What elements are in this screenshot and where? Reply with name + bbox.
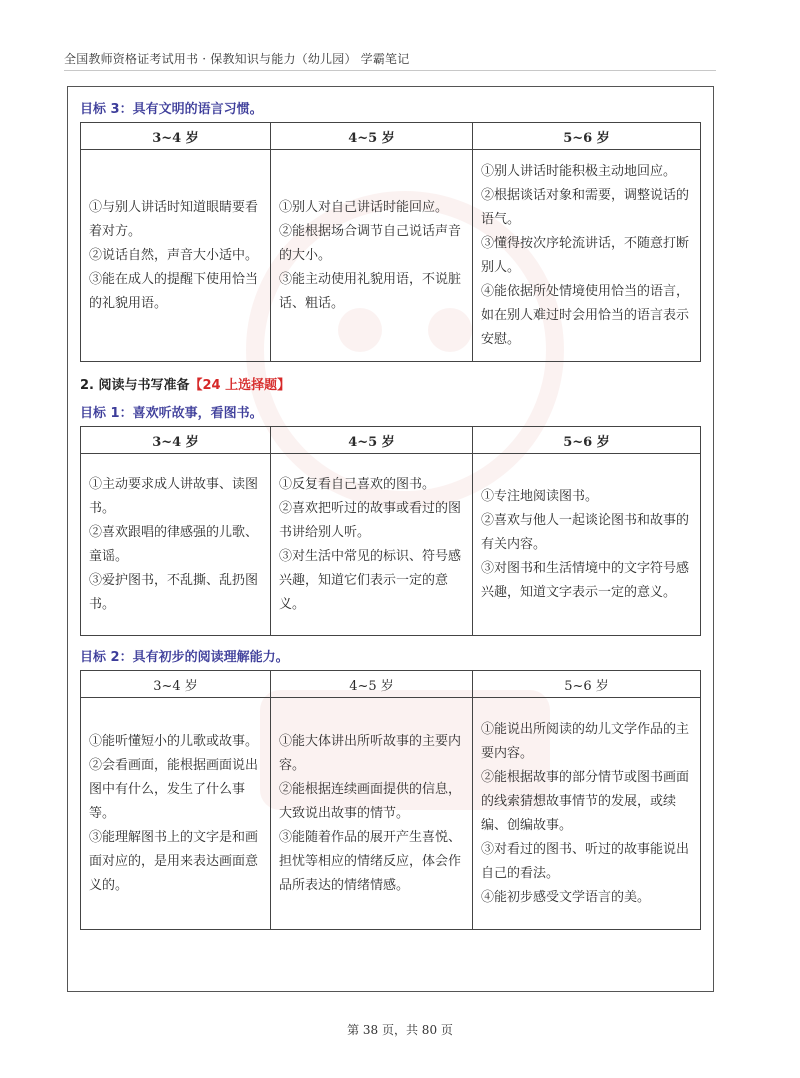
- goal2-cell-age-3-4: [81, 698, 271, 930]
- list-item: ②能根据故事的部分情节或图书画面的线索猜想故事情节的发展，或续编、创编故事。: [481, 769, 690, 833]
- goal2-header-age-4-5: 4~5 岁: [271, 671, 473, 698]
- goal2-cell-age-5-6: [473, 698, 701, 930]
- list-item: ③能主动使用礼貌用语，不说脏话、粗话。: [279, 271, 462, 311]
- goal3-header-age-4-5: 4~5 岁: [271, 123, 473, 150]
- goal3-header-age-3-4: 3~4 岁: [81, 123, 271, 150]
- list-item: ③爱护图书，不乱撕、乱扔图书。: [89, 572, 259, 612]
- running-header: 全国教师资格证考试用书 · 保教知识与能力（幼儿园） 学霸笔记: [64, 52, 410, 66]
- goal3-cell-age-3-4: [81, 150, 271, 362]
- goal3-title: 目标 3：具有文明的语言习惯。: [80, 102, 263, 117]
- list-item: ①别人讲话时能积极主动地回应。: [481, 163, 677, 179]
- list-item: ③能在成人的提醒下使用恰当的礼貌用语。: [89, 271, 259, 311]
- list-item: ④能初步感受文学语言的美。: [481, 889, 651, 905]
- list-item: ③懂得按次序轮流讲话，不随意打断别人。: [481, 235, 690, 275]
- goal3-table: [80, 122, 701, 362]
- list-item: ②喜欢跟唱的律感强的儿歌、童谣。: [89, 524, 259, 564]
- list-item: ②能根据连续画面提供的信息，大致说出故事的情节。: [279, 781, 462, 821]
- list-item: ①别人对自己讲话时能回应。: [279, 199, 449, 215]
- goal2-title: 目标 2：具有初步的阅读理解能力。: [80, 650, 289, 665]
- list-item: ①能听懂短小的儿歌或故事。: [89, 733, 259, 749]
- goal1-cell-age-5-6: [473, 454, 701, 636]
- goal1-header-age-5-6: 5~6 岁: [473, 427, 701, 454]
- goal2-table: [80, 670, 701, 930]
- list-item: ①与别人讲话时知道眼睛要看着对方。: [89, 199, 259, 239]
- list-item: ①能大体讲出所听故事的主要内容。: [279, 733, 462, 773]
- list-item: ①主动要求成人讲故事、读图书。: [89, 476, 259, 516]
- goal1-cell-age-3-4: [81, 454, 271, 636]
- section2-label: 2. 阅读与书写准备: [80, 378, 190, 393]
- page-number: 第 38 页，共 80 页: [347, 1023, 453, 1037]
- list-item: ③对图书和生活情境中的文字符号感兴趣，知道文字表示一定的意义。: [481, 560, 690, 600]
- list-item: ①反复看自己喜欢的图书。: [279, 476, 436, 492]
- goal1-title: 目标 1：喜欢听故事，看图书。: [80, 406, 263, 421]
- list-item: ③对看过的图书、听过的故事能说出自己的看法。: [481, 841, 690, 881]
- list-item: ①专注地阅读图书。: [481, 488, 599, 504]
- list-item: ②喜欢与他人一起谈论图书和故事的有关内容。: [481, 512, 690, 552]
- list-item: ③对生活中常见的标识、符号感兴趣，知道它们表示一定的意义。: [279, 548, 462, 612]
- list-item: ③能理解图书上的文字是和画面对应的，是用来表达画面意义的。: [89, 829, 259, 893]
- goal3-cell-age-4-5: [271, 150, 473, 362]
- goal1-table: [80, 426, 701, 636]
- goal2-header-age-3-4: 3~4 岁: [81, 671, 271, 698]
- header-rule: [64, 70, 716, 71]
- goal3-header-age-5-6: 5~6 岁: [473, 123, 701, 150]
- goal1-header-age-4-5: 4~5 岁: [271, 427, 473, 454]
- list-item: ②说话自然，声音大小适中。: [89, 247, 259, 263]
- goal1-header-age-3-4: 3~4 岁: [81, 427, 271, 454]
- list-item: ②会看画面，能根据画面说出图中有什么，发生了什么事等。: [89, 757, 259, 821]
- goal1-cell-age-4-5: [271, 454, 473, 636]
- list-item: ②根据谈话对象和需要，调整说话的语气。: [481, 187, 690, 227]
- exam-tag: 【24 上选择题】: [189, 378, 291, 393]
- section2-heading: [80, 374, 290, 393]
- goal2-header-age-5-6: 5~6 岁: [473, 671, 701, 698]
- list-item: ②能根据场合调节自己说话声音的大小。: [279, 223, 462, 263]
- list-item: ③能随着作品的展开产生喜悦、担忧等相应的情绪反应，体会作品所表达的情绪情感。: [279, 829, 462, 893]
- list-item: ④能依据所处情境使用恰当的语言，如在别人难过时会用恰当的语言表示安慰。: [481, 283, 690, 347]
- list-item: ①能说出所阅读的幼儿文学作品的主要内容。: [481, 721, 690, 761]
- list-item: ②喜欢把听过的故事或看过的图书讲给别人听。: [279, 500, 462, 540]
- goal3-cell-age-5-6: [473, 150, 701, 362]
- goal2-cell-age-4-5: [271, 698, 473, 930]
